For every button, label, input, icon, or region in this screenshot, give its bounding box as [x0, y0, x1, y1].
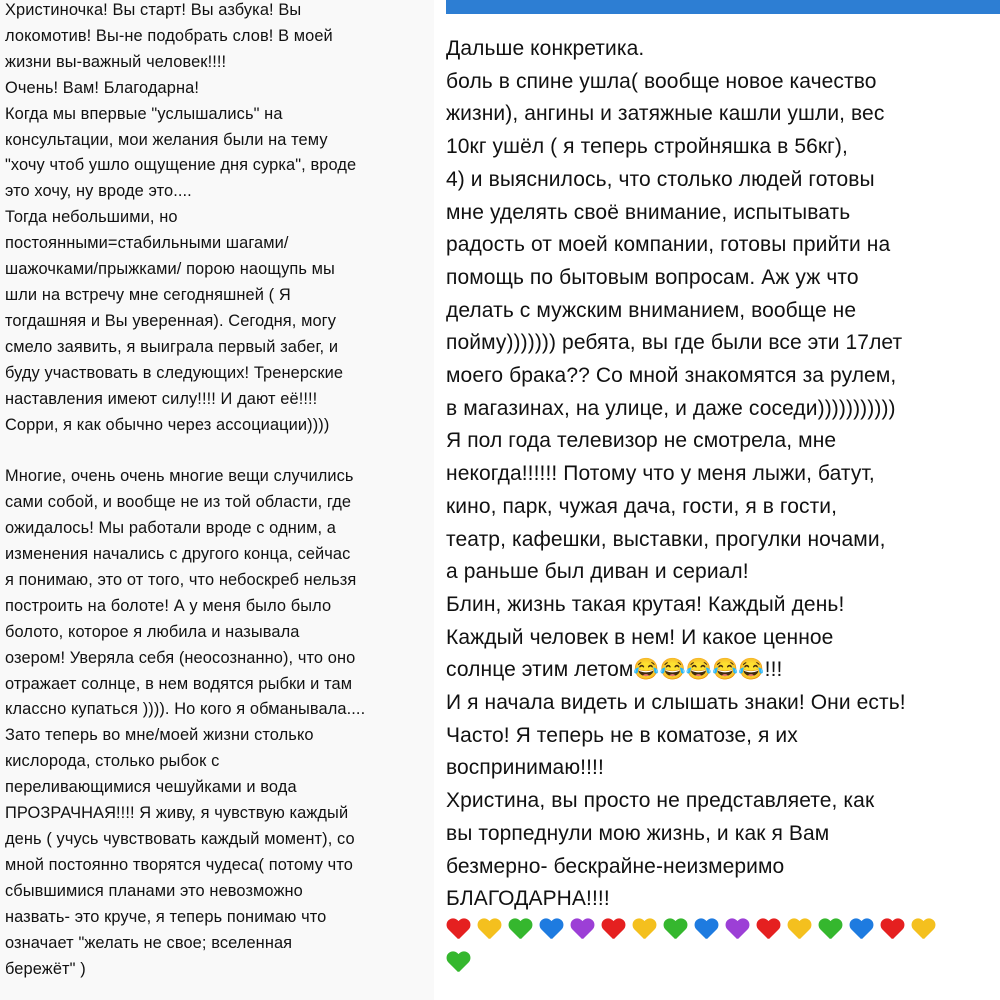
right-text-line: театр, кафешки, выставки, прогулки ночами, — [446, 527, 886, 551]
right-text-line: в магазинах, на улице, и даже соседи))))))))))) — [446, 396, 896, 420]
right-text-line: Блин, жизнь такая крутая! Каждый день! — [446, 592, 845, 616]
left-text-line: шажочками/прыжками/ порою наощупь мы — [5, 260, 335, 279]
left-text-line: Зато теперь во мне/моей жизни столько — [5, 726, 314, 745]
left-text-line: я понимаю, это от того, что небоскреб нельзя — [5, 570, 357, 589]
right-text-line: вы торпеднули мою жизнь, и как я Вам — [446, 821, 830, 845]
right-text-line: воспринимаю!!!! — [446, 756, 604, 780]
heart-icon — [477, 919, 502, 941]
left-text-line: это хочу, ну вроде это.... — [5, 182, 192, 201]
right-text-line: Я пол года телевизор не смотрела, мне — [446, 429, 837, 453]
heart-icon — [756, 919, 781, 941]
left-text-line: переливающимися чешуйками и вода — [5, 778, 297, 797]
left-text-line: ПРОЗРАЧНАЯ!!!! Я живу, я чувствую каждый — [5, 804, 349, 823]
left-text-line: "хочу чтоб ушло ощущение дня сурка", вроде — [5, 156, 357, 175]
heart-icon — [880, 919, 905, 941]
right-text-line: кино, парк, чужая дача, гости, я в гости, — [446, 494, 838, 518]
left-text-line: жизни вы-важный человек!!!! — [5, 52, 227, 71]
left-text-line: ожидалось! Мы работали вроде с одним, а — [5, 519, 336, 538]
right-text-line: 4) и выяснилось, что столько людей готовы — [446, 167, 875, 191]
right-text-line: а раньше был диван и сериал! — [446, 560, 749, 584]
right-text-line: пойму))))))) ребята, вы где были все эти 17лет — [446, 331, 903, 355]
left-text-line: озером! Уверяла себя (неосознанно), что оно — [5, 648, 356, 667]
heart-icon — [570, 919, 595, 941]
left-paragraphs — [5, 0, 429, 982]
left-text-line — [5, 438, 429, 464]
left-text-line: изменения начались с другого конца, сейчас — [5, 545, 351, 564]
left-text-line: классно купаться )))). Но кого я обманывала.... — [5, 700, 366, 719]
right-text-line: Каждый человек в нем! И какое ценное — [446, 625, 834, 649]
right-text-line: радость от моей компании, готовы прийти на — [446, 233, 891, 257]
hearts-row — [446, 949, 996, 982]
right-text-line: солнце этим летом😂😂😂😂😂!!! — [446, 658, 783, 682]
left-text-line: Тогда небольшими, но — [5, 208, 178, 227]
heart-icon — [508, 919, 533, 941]
left-text-line: шли на встречу мне сегодняшней ( Я — [5, 285, 291, 304]
right-text-line: боль в спине ушла( вообще новое качество — [446, 69, 877, 93]
left-text-line: Христиночка! Вы старт! Вы азбука! Вы — [5, 1, 302, 19]
left-text-line: постоянными=стабильными шагами/ — [5, 234, 289, 253]
left-text-line: кислорода, столько рыбок с — [5, 752, 220, 771]
heart-icon — [694, 919, 719, 941]
heart-icon — [911, 919, 936, 941]
accent-bar — [446, 0, 1000, 14]
left-text-line: сбывшимися планами это невозможно — [5, 881, 303, 900]
heart-icon — [849, 919, 874, 941]
left-text-line: бережёт" ) — [5, 959, 86, 978]
left-text-line: построить на болоте! А у меня было было — [5, 596, 332, 615]
left-text-line: тогдашняя и Вы уверенная). Сегодня, могу — [5, 311, 337, 330]
left-text-line: Когда мы впервые "услышались" на — [5, 104, 283, 123]
right-paragraphs — [446, 33, 996, 981]
left-text-line: Многие, очень очень многие вещи случились — [5, 467, 354, 486]
right-text-line: мне уделять своё внимание, испытывать — [446, 200, 851, 224]
heart-icon — [725, 919, 750, 941]
heart-icon — [787, 919, 812, 941]
left-text-line: локомотив! Вы-не подобрать слов! В моей — [5, 26, 333, 45]
heart-icon — [446, 919, 471, 941]
heart-icon — [539, 919, 564, 941]
left-text-line: сами собой, и вообще не из той области, где — [5, 493, 352, 512]
heart-icon — [663, 919, 688, 941]
right-text-line: Часто! Я теперь не в коматозе, я их — [446, 723, 798, 747]
right-text-line: некогда!!!!!! Потому что у меня лыжи, батут, — [446, 462, 875, 486]
left-text-line: назвать- это круче, я теперь понимаю что — [5, 907, 327, 926]
left-text-line: наставления имеют силу!!!! И дают её!!!! — [5, 389, 318, 408]
heart-icon — [446, 952, 471, 974]
right-text-line: помощь по бытовым вопросам. Аж уж что — [446, 265, 859, 289]
left-text-line: Очень! Вам! Благодарна! — [5, 78, 199, 97]
right-text-line: жизни), ангины и затяжные кашли ушли, вес — [446, 102, 885, 126]
right-text-line: Дальше конкретика. — [446, 37, 645, 60]
heart-icon — [818, 919, 843, 941]
right-text-line: 10кг ушёл ( я теперь стройняшка в 56кг), — [446, 135, 848, 159]
left-text-line: смело заявить, я выиграла первый забег, и — [5, 337, 339, 356]
left-text-line: консультации, мои желания были на тему — [5, 130, 328, 149]
left-text-line: болото, которое я любила и называла — [5, 622, 300, 641]
left-text-line: отражает солнце, в нем водятся рыбки и там — [5, 674, 353, 693]
left-text-line: мной постоянно творятся чудеса( потому что — [5, 855, 353, 874]
right-text-line: безмерно- бескрайне-неизмеримо — [446, 854, 785, 878]
heart-icon — [632, 919, 657, 941]
left-text-line: означает "желать не свое; вселенная — [5, 933, 293, 952]
left-text-line: буду участвовать в следующих! Тренерские — [5, 363, 344, 382]
heart-icon — [601, 919, 626, 941]
left-text-line: Сорри, я как обычно через ассоциации)))) — [5, 415, 330, 434]
right-text-line: БЛАГОДАРНА!!!! — [446, 887, 610, 911]
left-column — [0, 0, 434, 1000]
right-text-line: И я начала видеть и слышать знаки! Они есть! — [446, 691, 906, 715]
right-text-line: моего брака?? Со мной знакомятся за рулем, — [446, 364, 897, 388]
left-text-line: день ( учусь чувствовать каждый момент), со — [5, 829, 355, 848]
right-text-line: Христина, вы просто не представляете, как — [446, 789, 875, 813]
right-text-line: делать с мужским вниманием, вообще не — [446, 298, 857, 322]
hearts-row — [446, 916, 996, 949]
